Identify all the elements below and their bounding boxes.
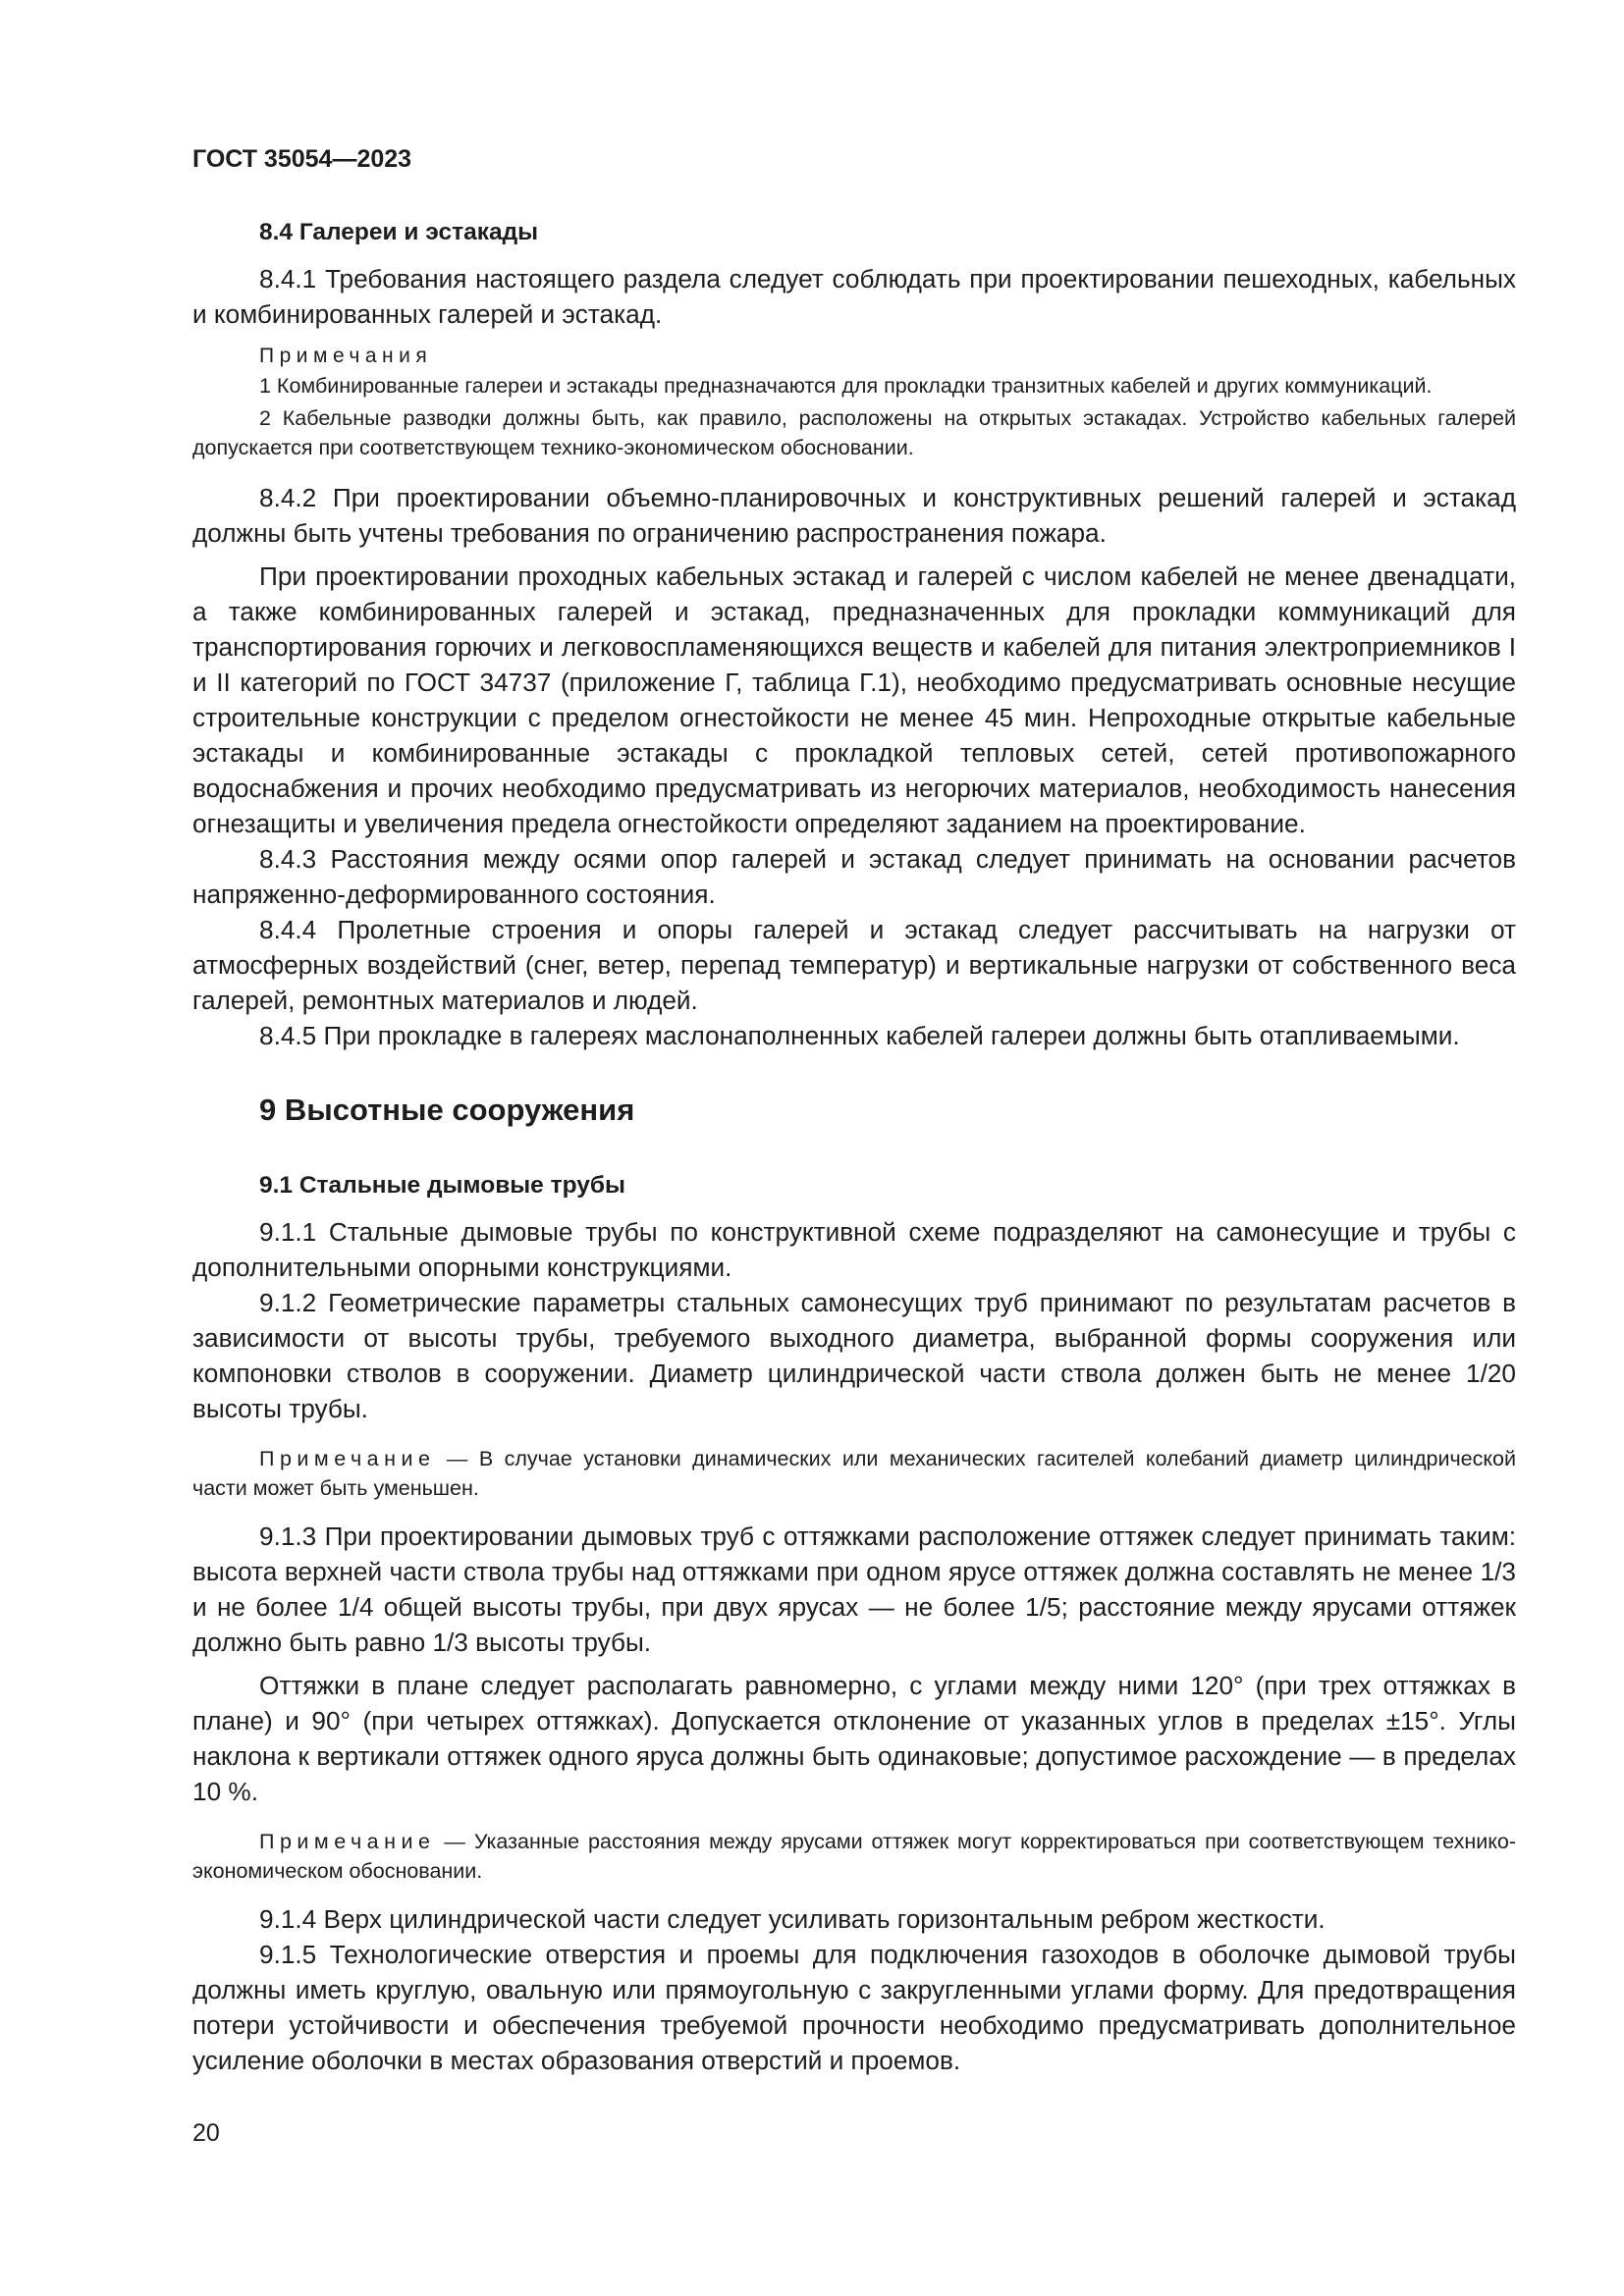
paragraph-8-4-3: 8.4.3 Расстояния между осями опор галерей и эстакад следует принимать на основании расчетов напряженно-деформированного состояния. [192, 844, 1516, 909]
notes-title: Примечания [259, 345, 433, 367]
note-text: В случае установки динамических или механических гасителей колебаний диаметр цилиндрической части может быть уменьшен. [192, 1447, 1516, 1500]
paragraph-9-1-2: 9.1.2 Геометрические параметры стальных самонесущих труб принимают по результатам расчетов в зависимости от высоты трубы, требуемого выходного диаметра, выбранной формы сооружения или компоновки стволов в сооружении. Диаметр цилиндрической части ствола должен быть не менее 1/20 высоты трубы. [192, 1288, 1516, 1423]
paragraph-8-4-1: 8.4.1 Требования настоящего раздела следует соблюдать при проектировании пешеходных, кабельных и комбинированных галерей и эстакад. [192, 264, 1516, 329]
note-item: 2 Кабельные разводки должны быть, как правило, расположены на открытых эстакадах. Устройство кабельных галерей допускается при соответствующем технико-экономическом обосновании. [192, 406, 1516, 459]
chapter-9 [192, 1091, 1516, 2078]
section-heading-8-4: 8.4 Галереи и эстакады [259, 219, 539, 245]
paragraph-9-1-3-continued: Оттяжки в плане следует располагать равномерно, с углами между ними 120° (при трех оттяжках в плане) и 90° (при четырех оттяжках). Допускается отклонение от указанных углов в пределах ±15°. Углы наклона к вертикали оттяжек одного яруса должны быть одинаковые; допустимое расхождение — в пределах 10 %. [192, 1671, 1516, 1806]
notes-block-8-4-1 [192, 342, 1516, 462]
note-item: 1 Комбинированные галереи и эстакады предназначаются для прокладки транзитных кабелей и других коммуникаций. [259, 374, 1433, 398]
note-label: Примечание [259, 1830, 436, 1853]
document-code-header: ГОСТ 35054—2023 [192, 145, 412, 173]
section-8-4 [192, 216, 1516, 1053]
paragraph-9-1-5: 9.1.5 Технологические отверстия и проемы для подключения газоходов в оболочке дымовой трубы должны иметь круглую, овальную или прямоугольную с закругленными углами форму. Для предотвращения потери устойчивости и обеспечения требуемой прочности необходимо предусматривать дополнительное усиление оболочки в местах образования отверстий и проемов. [192, 1940, 1516, 2075]
note-9-1-3 [192, 1827, 1516, 1886]
note-dash: — [435, 1447, 479, 1470]
section-heading-9-1: 9.1 Стальные дымовые трубы [259, 1172, 625, 1199]
paragraph-8-4-4: 8.4.4 Пролетные строения и опоры галерей и эстакад следует рассчитывать на нагрузки от атмосферных воздействий (снег, ветер, перепад температур) и вертикальные нагрузки от собственного веса галерей, ремонтных материалов и людей. [192, 915, 1516, 1015]
paragraph-8-4-5: 8.4.5 При прокладке в галереях маслонаполненных кабелей галереи должны быть отапливаемыми. [259, 1021, 1460, 1050]
paragraph-9-1-4: 9.1.4 Верх цилиндрической части следует усиливать горизонтальным ребром жесткости. [259, 1904, 1326, 1934]
document-page [192, 143, 1516, 2078]
chapter-heading-9: 9 Высотные сооружения [259, 1093, 635, 1127]
note-text: Указанные расстояния между ярусами оттяжек могут корректироваться при соответствующем технико-экономическом обосновании. [192, 1830, 1517, 1883]
note-9-1-2 [192, 1444, 1516, 1503]
page-number: 20 [192, 2119, 220, 2147]
note-dash: — [435, 1830, 474, 1853]
paragraph-8-4-2-continued: При проектировании проходных кабельных эстакад и галерей с числом кабелей не менее двенадцати, а также комбинированных галерей и эстакад, предназначенных для прокладки коммуникаций для транспортирования горючих и легковоспламеняющихся веществ и кабелей для питания электроприемников I и II категорий по ГОСТ 34737 (приложение Г, таблица Г.1), необходимо предусматривать основные несущие строительные конструкции с пределом огнестойкости не менее 45 мин. Непроходные открытые кабельные эстакады и комбинированные эстакады с прокладкой тепловых сетей, сетей противопожарного водоснабжения и прочих необходимо предусматривать из негорючих материалов, необходимость нанесения огнезащиты и увеличения предела огнестойкости определяют заданием на проектирование. [192, 561, 1516, 838]
note-label: Примечание [259, 1447, 436, 1470]
paragraph-8-4-2: 8.4.2 При проектировании объемно-планировочных и конструктивных решений галерей и эстакад должны быть учтены требования по ограничению распространения пожара. [192, 483, 1516, 548]
paragraph-9-1-1: 9.1.1 Стальные дымовые трубы по конструктивной схеме подразделяют на самонесущие и трубы с дополнительными опорными конструкциями. [192, 1217, 1516, 1282]
paragraph-9-1-3: 9.1.3 При проектировании дымовых труб с оттяжками расположение оттяжек следует принимать таким: высота верхней части ствола трубы над оттяжками при одном ярусе оттяжек должна составлять не менее 1/3 и не более 1/4 общей высоты трубы, при двух ярусах — не более 1/5; расстояние между ярусами оттяжек должно быть равно 1/3 высоты трубы. [192, 1522, 1516, 1657]
